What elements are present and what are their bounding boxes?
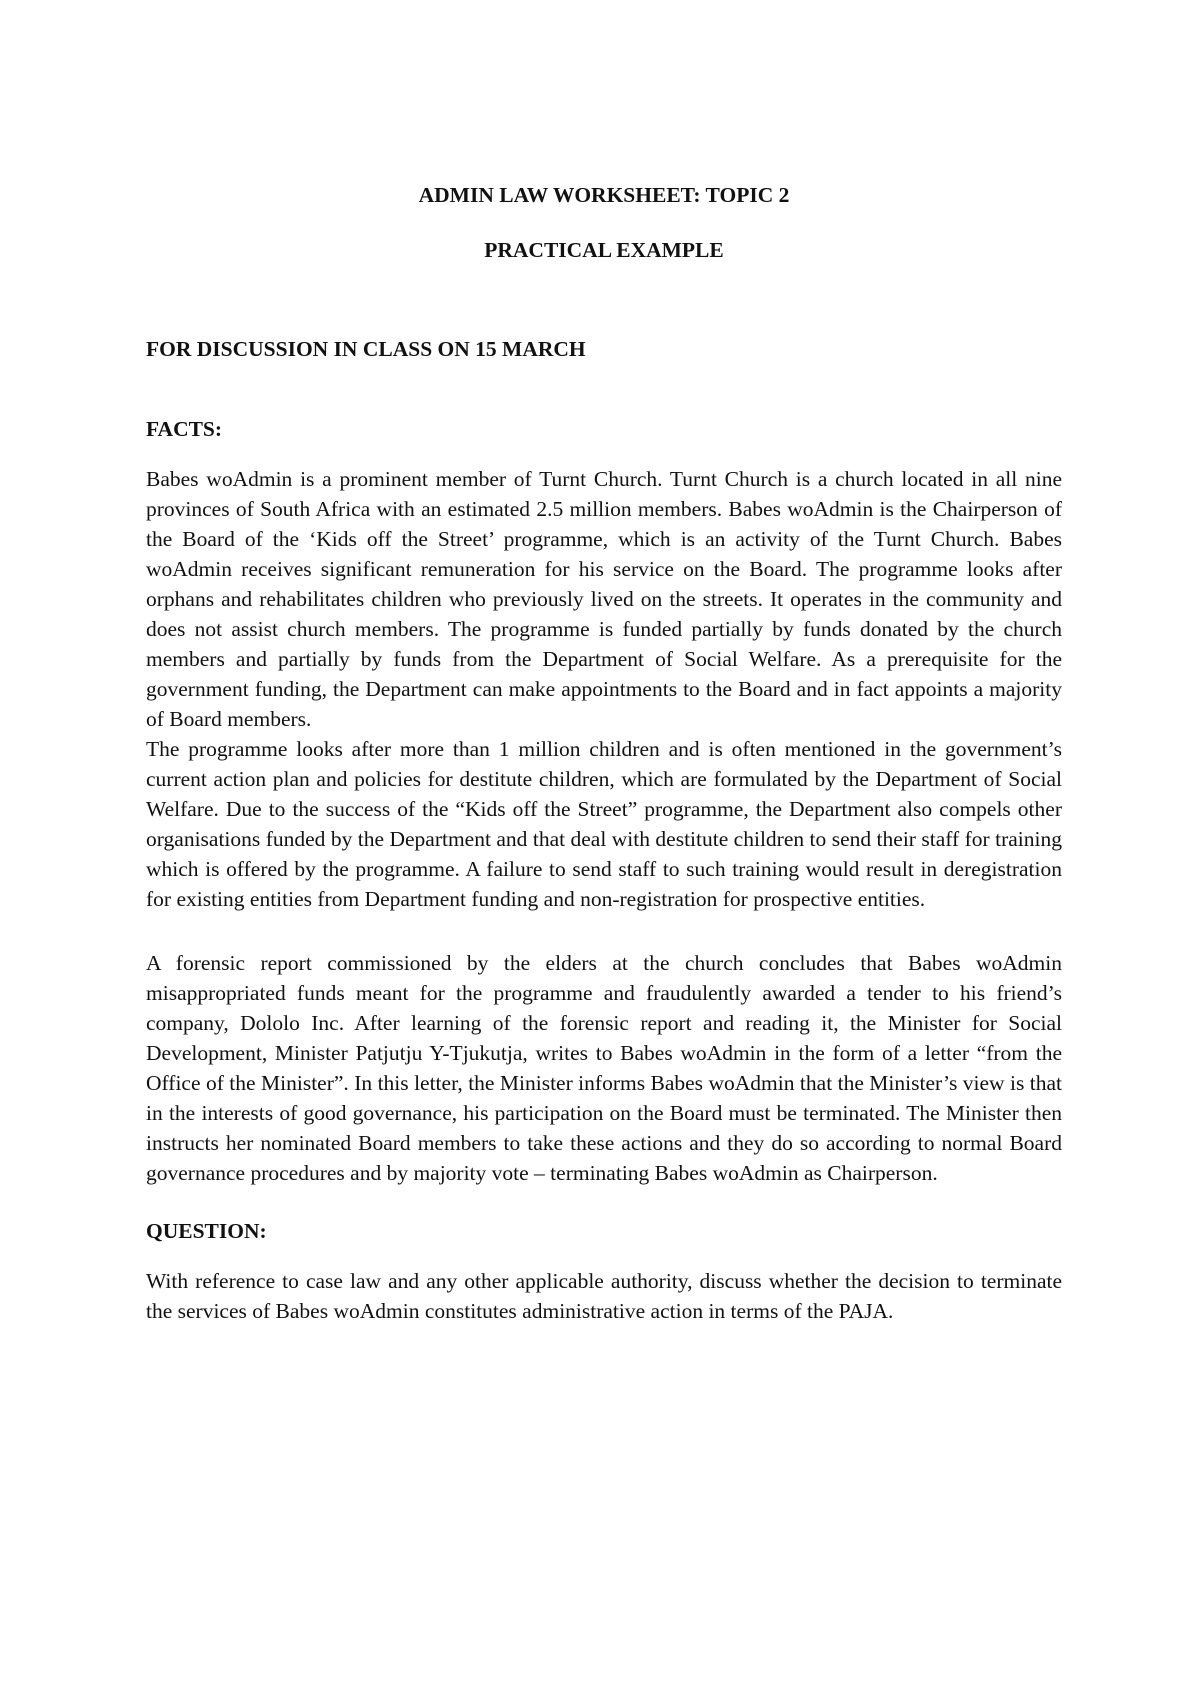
facts-heading: FACTS:	[146, 417, 223, 441]
worksheet-title: ADMIN LAW WORKSHEET: TOPIC 2	[418, 183, 790, 207]
document-body	[146, 180, 1062, 1326]
facts-paragraph-2: The programme looks after more than 1 million children and is often mentioned in the government’s current action plan and policies for destitute children, which are formulated by the Department of Social Welfare. Due to the success of the “Kids off the Street” programme, the Department also compels other organisations funded by the Department and that deal with destitute children to send their staff for training which is offered by the programme. A failure to send staff to such training would result in deregistration for existing entities from Department funding and non-registration for prospective entities.	[146, 737, 1062, 911]
question-text: With reference to case law and any other applicable authority, discuss whether the decision to terminate the services of Babes woAdmin constitutes administrative action in terms of the PAJA.	[146, 1269, 1062, 1323]
discussion-date-heading: FOR DISCUSSION IN CLASS ON 15 MARCH	[146, 337, 586, 361]
worksheet-subtitle: PRACTICAL EXAMPLE	[484, 238, 724, 262]
facts-paragraph-1: Babes woAdmin is a prominent member of Turnt Church. Turnt Church is a church located in all nine provinces of South Africa with an estimated 2.5 million members. Babes woAdmin is the Chairperson of the Board of the ‘Kids off the Street’ programme, which is an activity of the Turnt Church. Babes woAdmin receives significant remuneration for his service on the Board. The programme looks after orphans and rehabilitates children who previously lived on the streets. It operates in the community and does not assist church members. The programme is funded partially by funds donated by the church members and partially by funds from the Department of Social Welfare. As a prerequisite for the government funding, the Department can make appointments to the Board and in fact appoints a majority of Board members.	[146, 467, 1062, 731]
facts-paragraph-3: A forensic report commissioned by the elders at the church concludes that Babes woAdmin misappropriated funds meant for the programme and fraudulently awarded a tender to his friend’s company, Dololo Inc. After learning of the forensic report and reading it, the Minister for Social Development, Minister Patjutju Y-Tjukutja, writes to Babes woAdmin in the form of a letter “from the Office of the Minister”. In this letter, the Minister informs Babes woAdmin that the Minister’s view is that in the interests of good governance, his participation on the Board must be terminated. The Minister then instructs her nominated Board members to take these actions and they do so according to normal Board governance procedures and by majority vote – terminating Babes woAdmin as Chairperson.	[146, 951, 1062, 1185]
question-heading: QUESTION:	[146, 1219, 267, 1243]
